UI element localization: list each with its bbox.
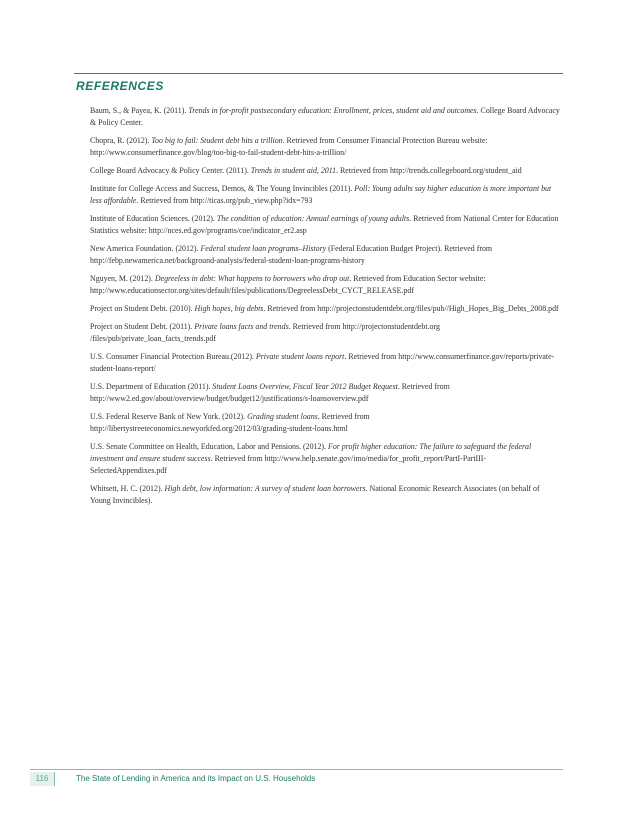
reference-item: Chopra, R. (2012). Too big to fail: Student debt hits a trillion. Retrieved from Consumer Financial Protection Bureau website: http://www.consumerfinance.gov/blog/too-big-to-fail-student-debt-hits-a-trillion/ [90, 136, 488, 157]
footer-rule [30, 769, 563, 770]
section-heading: REFERENCES [76, 79, 165, 93]
reference-list [90, 105, 560, 513]
reference-item: U.S. Federal Reserve Bank of New York. (2012). Grading student loans. Retrieved from http://libertystreeteconomics.newyorkfed.org/2012/03/grading-student-loans.html [90, 412, 370, 433]
reference-item: Whitsett, H. C. (2012). High debt, low information: A survey of student loan borrowers. National Economic Research Associates (on behalf of Young Invincibles). [90, 484, 540, 505]
reference-item: U.S. Senate Committee on Health, Education, Labor and Pensions. (2012). For profit higher education: The failure to safeguard the federal investment and ensure student success. Retrieved from http://www.help.senate.gov/imo/media/for_profit_report/PartI-PartIII-SelectedAppendixes.pdf [90, 442, 532, 475]
reference-item: Baum, S., & Payea, K. (2011). Trends in for-profit postsecondary education: Enrollment, prices, student aid and outcomes. College Board Advocacy & Policy Center. [90, 106, 560, 127]
reference-item: Project on Student Debt. (2010). High hopes, big debts. Retrieved from http://projectonstudentdebt.org/files/pub//High_Hopes_Big_Debts_2008.pdf [90, 304, 559, 313]
reference-item: Nguyen, M. (2012). Degreeless in debt: What happens to borrowers who drop out. Retrieved from Education Sector website: http://www.educationsector.org/sites/default/files/publications/DegreelessDebt_CYCT_RELEASE.pdf [90, 274, 486, 295]
reference-item: Institute for College Access and Success, Demos, & The Young Invincibles (2011). Poll: Young adults say higher education is more important but less affordable. Retrieved from http://ticas.org/pub_view.php?idx=793 [90, 184, 552, 205]
footer-title: The State of Lending in America and its Impact on U.S. Households [76, 774, 316, 783]
reference-item: Project on Student Debt. (2011). Private loans facts and trends. Retrieved from http://projectonstudentdebt.org /files/pub/private_loan_facts_trends.pdf [90, 322, 440, 343]
reference-item: U.S. Department of Education (2011). Student Loans Overview, Fiscal Year 2012 Budget Request. Retrieved from http://www2.ed.gov/about/overview/budget/budget12/justifications/s-loansoverview.pdf [90, 382, 450, 403]
page-number: 116 [30, 772, 54, 786]
header-rule [74, 73, 563, 74]
footer-divider [54, 772, 55, 786]
reference-item: College Board Advocacy & Policy Center. (2011). Trends in student aid, 2011. Retrieved from http://trends.collegeboard.org/student_aid [90, 166, 522, 175]
reference-item: Institute of Education Sciences. (2012). The condition of education: Annual earnings of young adults. Retrieved from National Center for Education Statistics website: http://nces.ed.gov/programs/coe/indicator_er2.asp [90, 214, 559, 235]
reference-item: New America Foundation. (2012). Federal student loan programs–History (Federal Education Budget Project). Retrieved from http://febp.newamerica.net/background-analysis/federal-student-loan-programs-history [90, 244, 493, 265]
reference-item: U.S. Consumer Financial Protection Bureau.(2012). Private student loans report. Retrieved from http://www.consumerfinance.gov/reports/private-student-loans-report/ [90, 352, 555, 373]
